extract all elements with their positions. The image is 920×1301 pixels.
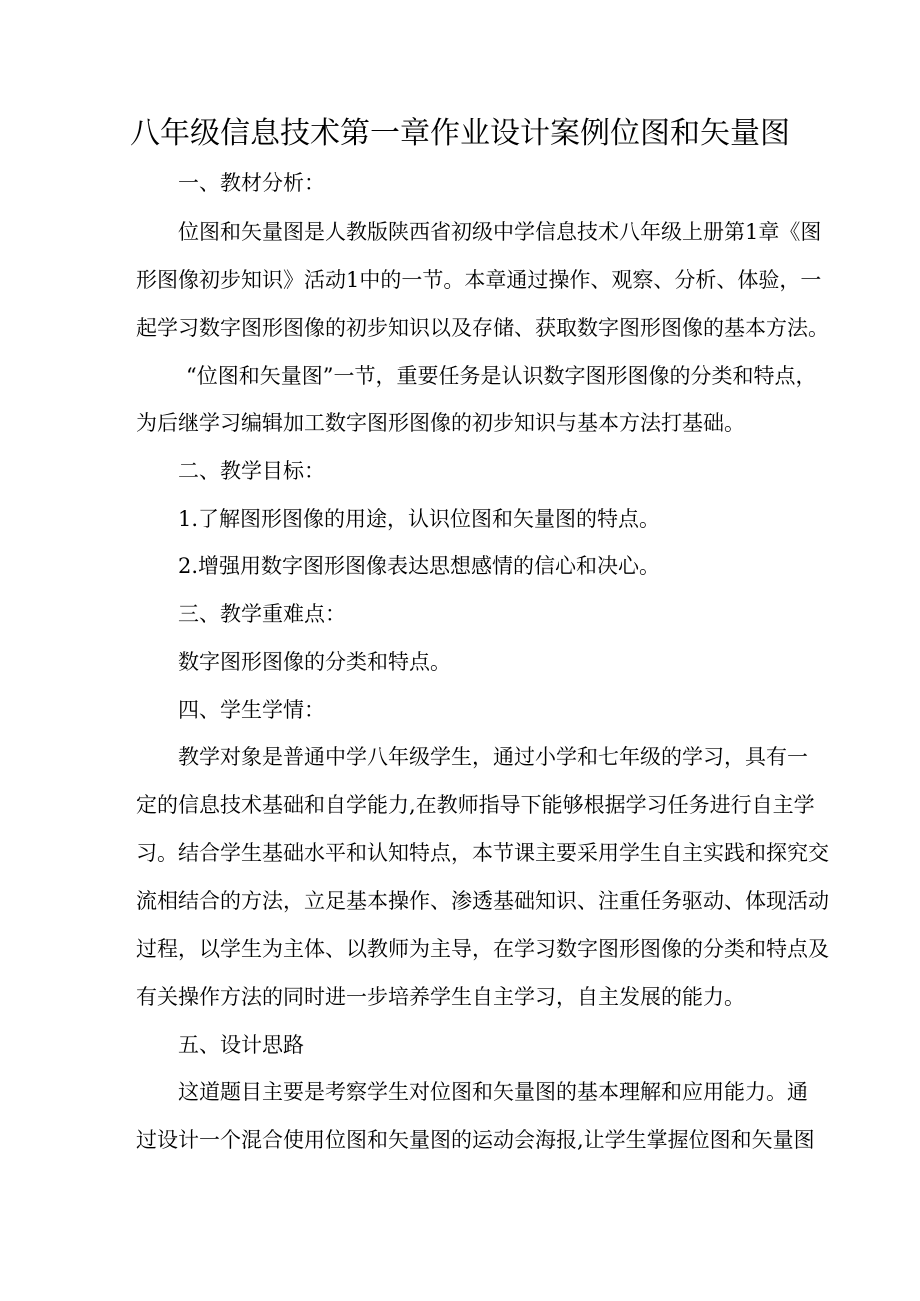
paragraph-line: 流相结合的方法，立足基本操作、渗透基础知识、注重任务驱动、体现活动: [136, 889, 829, 913]
paragraph-line: 形图像初步知识》活动1中的一节。本章通过操作、观察、分析、体验，一: [136, 268, 822, 292]
document-title: 八年级信息技术第一章作业设计案例位图和矢量图: [130, 116, 790, 151]
paragraph-line: “位图和矢量图”一节，重要任务是认识数字图形图像的分类和特点，: [186, 364, 817, 388]
objective-item: 2.增强用数字图形图像表达思想感情的信心和决心。: [178, 554, 661, 578]
objective-item: 1.了解图形图像的用途，认识位图和矢量图的特点。: [178, 507, 661, 531]
section-heading-design-approach: 五、设计思路: [178, 1033, 304, 1057]
paragraph-line: 起学习数字图形图像的初步知识以及存储、获取数字图形图像的基本方法。: [136, 316, 829, 340]
paragraph-line: 教学对象是普通中学八年级学生，通过小学和七年级的学习，具有一: [178, 745, 808, 769]
section-heading-textbook-analysis: 一、教材分析：: [178, 171, 325, 195]
paragraph-line: 习。结合学生基础水平和认知特点，本节课主要采用学生自主实践和探究交: [136, 841, 829, 865]
section-heading-student-situation: 四、学生学情：: [178, 698, 325, 722]
paragraph-line: 过设计一个混合使用位图和矢量图的运动会海报,让学生掌握位图和矢量图: [136, 1128, 815, 1152]
paragraph-line: 有关操作方法的同时进一步培养学生自主学习，自主发展的能力。: [136, 985, 745, 1009]
paragraph-line: 过程，以学生为主体、以教师为主导，在学习数字图形图像的分类和特点及: [136, 937, 829, 961]
section-heading-teaching-objectives: 二、教学目标：: [178, 459, 325, 483]
paragraph-line: 这道题目主要是考察学生对位图和矢量图的基本理解和应用能力。通: [178, 1080, 808, 1104]
key-difficulty-text: 数字图形图像的分类和特点。: [178, 650, 451, 674]
section-heading-key-difficulties: 三、教学重难点：: [178, 602, 346, 626]
paragraph-line: 位图和矢量图是人教版陕西省初级中学信息技术八年级上册第1章《图: [178, 220, 822, 244]
paragraph-line: 为后继学习编辑加工数字图形图像的初步知识与基本方法打基础。: [136, 411, 745, 435]
paragraph-line: 定的信息技术基础和自学能力,在教师指导下能够根据学习任务进行自主学: [136, 793, 815, 817]
